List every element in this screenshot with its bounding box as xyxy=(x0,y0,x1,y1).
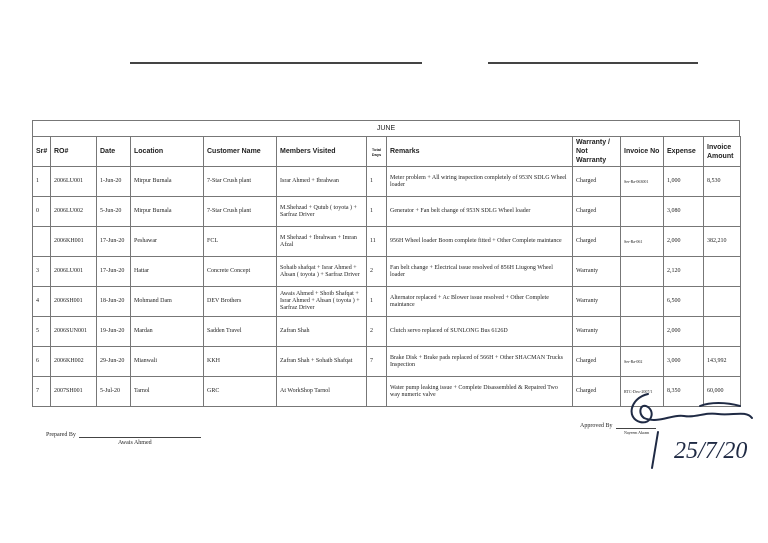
handwritten-signature xyxy=(600,384,765,474)
cell-customer: Sadden Travel xyxy=(204,317,277,347)
prepared-line xyxy=(79,437,201,438)
cell-warranty: Charged xyxy=(573,227,621,257)
cell-date: 17-Jun-20 xyxy=(97,227,131,257)
col-invoice-no: Invoice No xyxy=(621,137,664,167)
cell-amount: 143,992 xyxy=(704,347,741,377)
col-members: Members Visited xyxy=(277,137,367,167)
cell-sr: 0 xyxy=(33,197,51,227)
table-row xyxy=(33,347,741,377)
top-rule-right xyxy=(488,62,698,64)
cell-invoice-no: RTC-Drw-2007/1 xyxy=(621,377,664,407)
cell-location: Mardan xyxy=(131,317,204,347)
cell-warranty: Charged xyxy=(573,377,621,407)
report-sheet xyxy=(32,120,740,407)
jobs-table xyxy=(32,136,741,407)
cell-invoice-no: Ser-Ra-063001 xyxy=(621,167,664,197)
cell-members: M.Shehzad + Qutub ( toyota ) + Sarfraz Driver xyxy=(277,197,367,227)
cell-invoice-no: Ser-Ra-002 xyxy=(621,347,664,377)
cell-ro: 2006LU001 xyxy=(51,167,97,197)
cell-date: 17-Jun-20 xyxy=(97,257,131,287)
cell-sr: 5 xyxy=(33,317,51,347)
cell-date: 5-Jul-20 xyxy=(97,377,131,407)
cell-remarks: Alternator replaced + Ac Blower issue resolved + Other Complete maintance xyxy=(387,287,573,317)
cell-sr xyxy=(33,227,51,257)
cell-ro: 2007SH001 xyxy=(51,377,97,407)
cell-invoice-no xyxy=(621,317,664,347)
cell-members: Zafran Shah + Sohaib Shafqat xyxy=(277,347,367,377)
cell-remarks: Fan belt change + Electrical issue resolved of 856H Liugong Wheel loader xyxy=(387,257,573,287)
cell-ro: 2006LU001 xyxy=(51,257,97,287)
cell-location: Hattar xyxy=(131,257,204,287)
cell-remarks: 956H Wheel loader Boom complete fitted + Other Complete maintance xyxy=(387,227,573,257)
cell-days: 2 xyxy=(367,317,387,347)
col-sr: Sr# xyxy=(33,137,51,167)
cell-sr: 6 xyxy=(33,347,51,377)
cell-expense: 6,500 xyxy=(664,287,704,317)
cell-expense: 2,120 xyxy=(664,257,704,287)
cell-date: 29-Jun-20 xyxy=(97,347,131,377)
cell-expense: 2,000 xyxy=(664,227,704,257)
col-expense: Expense xyxy=(664,137,704,167)
month-title: JUNE xyxy=(32,120,740,136)
cell-expense: 1,000 xyxy=(664,167,704,197)
prepared-name: Awais Ahmed xyxy=(118,440,152,446)
cell-location: Mohmand Dam xyxy=(131,287,204,317)
prepared-label: Prepared By xyxy=(46,432,76,438)
cell-members: Awais Ahmed + Shoib Shafqat + Israr Ahmed + Ahsan ( toyota ) + Sarfraz Driver xyxy=(277,287,367,317)
cell-customer: 7-Star Crush plant xyxy=(204,197,277,227)
table-row xyxy=(33,167,741,197)
table-row xyxy=(33,257,741,287)
cell-members: At WorkShop Tarnol xyxy=(277,377,367,407)
cell-warranty: Charged xyxy=(573,167,621,197)
table-row xyxy=(33,197,741,227)
col-remarks: Remarks xyxy=(387,137,573,167)
col-location: Location xyxy=(131,137,204,167)
cell-location: Mirpur Burnala xyxy=(131,167,204,197)
cell-date: 18-Jun-20 xyxy=(97,287,131,317)
cell-invoice-no xyxy=(621,197,664,227)
cell-invoice-no xyxy=(621,287,664,317)
cell-days: 2 xyxy=(367,257,387,287)
col-days: Total Days xyxy=(367,137,387,167)
col-ro: RO# xyxy=(51,137,97,167)
cell-amount: 8,530 xyxy=(704,167,741,197)
cell-amount: 60,000 xyxy=(704,377,741,407)
cell-amount xyxy=(704,197,741,227)
col-warranty: Warranty / Not Warranty xyxy=(573,137,621,167)
table-row xyxy=(33,317,741,347)
cell-expense: 3,080 xyxy=(664,197,704,227)
table-row xyxy=(33,287,741,317)
cell-invoice-no xyxy=(621,257,664,287)
cell-date: 1-Jun-20 xyxy=(97,167,131,197)
cell-ro: 2006LU002 xyxy=(51,197,97,227)
cell-remarks: Brake Disk + Brake pads replaced of 566H + Other SHACMAN Trucks Inspection xyxy=(387,347,573,377)
cell-customer: 7-Star Crush plant xyxy=(204,167,277,197)
cell-remarks: Meter problem + All wiring inspection completely of 953N SDLG Wheel loader xyxy=(387,167,573,197)
cell-invoice-no: Ser-Ra-061 xyxy=(621,227,664,257)
cell-warranty: Warranty xyxy=(573,287,621,317)
cell-ro: 2006SUN001 xyxy=(51,317,97,347)
cell-ro: 2006KH001 xyxy=(51,227,97,257)
cell-sr: 3 xyxy=(33,257,51,287)
cell-amount xyxy=(704,317,741,347)
cell-sr: 4 xyxy=(33,287,51,317)
cell-sr: 1 xyxy=(33,167,51,197)
cell-customer: Concrete Concept xyxy=(204,257,277,287)
cell-customer: FCL xyxy=(204,227,277,257)
cell-ro: 2006SH001 xyxy=(51,287,97,317)
cell-warranty: Warranty xyxy=(573,317,621,347)
cell-expense: 8,350 xyxy=(664,377,704,407)
signature-date: 25/7/20 xyxy=(674,438,748,464)
cell-warranty: Warranty xyxy=(573,257,621,287)
col-customer: Customer Name xyxy=(204,137,277,167)
table-row xyxy=(33,227,741,257)
cell-days: 1 xyxy=(367,287,387,317)
col-invoice-amount: Invoice Amount xyxy=(704,137,741,167)
cell-members: M Shehzad + Ibrahwan + Imran Afzal xyxy=(277,227,367,257)
cell-warranty: Charged xyxy=(573,347,621,377)
cell-members: Sohaib shafqat + Israr Ahmed + Ahsan ( toyota ) + Sarfraz Driver xyxy=(277,257,367,287)
cell-remarks: Clutch servo replaced of SUNLONG Bus 6126D xyxy=(387,317,573,347)
cell-date: 5-Jun-20 xyxy=(97,197,131,227)
cell-amount: 382,210 xyxy=(704,227,741,257)
col-date: Date xyxy=(97,137,131,167)
cell-remarks: Water pump leaking issue + Complete Disassembled & Repaired Two way numeric valve xyxy=(387,377,573,407)
cell-expense: 2,000 xyxy=(664,317,704,347)
cell-amount xyxy=(704,287,741,317)
header-row xyxy=(33,137,741,167)
cell-location: Mianwali xyxy=(131,347,204,377)
cell-expense: 3,000 xyxy=(664,347,704,377)
cell-days: 7 xyxy=(367,347,387,377)
cell-days xyxy=(367,377,387,407)
cell-date: 19-Jun-20 xyxy=(97,317,131,347)
cell-sr: 7 xyxy=(33,377,51,407)
cell-location: Peshawar xyxy=(131,227,204,257)
cell-location: Mirpur Burnala xyxy=(131,197,204,227)
cell-ro: 2006KH002 xyxy=(51,347,97,377)
cell-days: 1 xyxy=(367,167,387,197)
cell-members: Zafran Shah xyxy=(277,317,367,347)
approved-label: Approved By xyxy=(580,423,613,429)
cell-location: Tarnol xyxy=(131,377,204,407)
cell-days: 1 xyxy=(367,197,387,227)
prepared-by xyxy=(46,432,201,438)
cell-days: 11 xyxy=(367,227,387,257)
cell-customer: KKH xyxy=(204,347,277,377)
cell-amount xyxy=(704,257,741,287)
cell-remarks: Generator + Fan belt change of 953N SDLG Wheel loader xyxy=(387,197,573,227)
cell-customer: DEV Brothers xyxy=(204,287,277,317)
cell-customer: GRC xyxy=(204,377,277,407)
approved-name: Nayeem Akram xyxy=(624,430,650,435)
cell-warranty: Charged xyxy=(573,197,621,227)
top-rule-left xyxy=(130,62,422,64)
cell-members: Israr Ahmed + Ibrahwan xyxy=(277,167,367,197)
